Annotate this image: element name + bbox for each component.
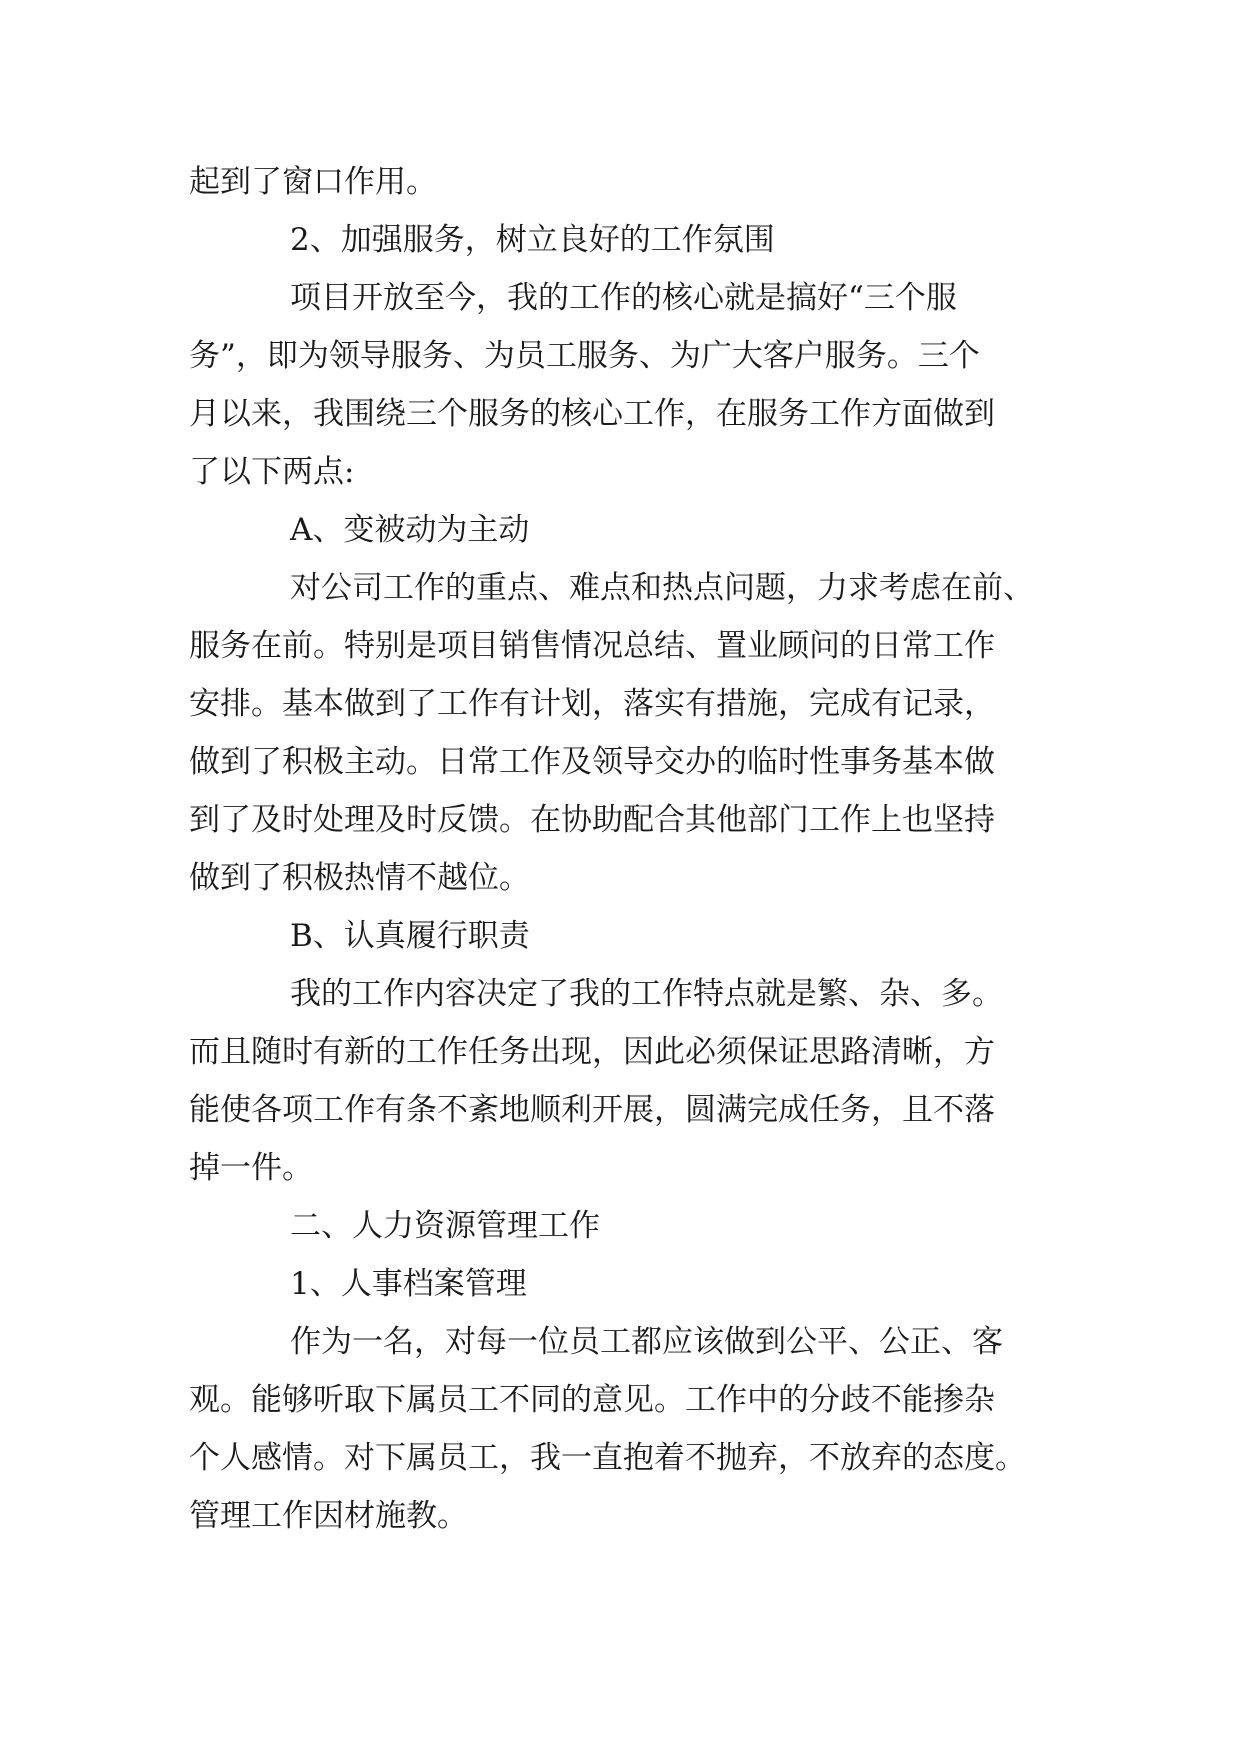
text-line: 作为一名，对每一位员工都应该做到公平、公正、客	[290, 1324, 1003, 1360]
text-line: 掉一件。	[189, 1150, 313, 1186]
text-line: 而且随时有新的工作任务出现，因此必须保证思路清晰，方	[189, 1034, 995, 1070]
text-line: 做到了积极热情不越位。	[189, 860, 530, 896]
section-heading: A、变被动为主动	[290, 512, 530, 548]
section-heading: 2、加强服务，树立良好的工作氛围	[290, 222, 775, 258]
text-line: 管理工作因材施教。	[189, 1498, 468, 1534]
text-line: 个人感情。对下属员工，我一直抱着不抛弃，不放弃的态度。	[189, 1440, 1026, 1476]
text-line: 安排。基本做到了工作有计划，落实有措施，完成有记录，	[189, 686, 995, 722]
document-body	[189, 153, 1059, 1545]
text-line: 月以来，我围绕三个服务的核心工作，在服务工作方面做到	[189, 396, 995, 432]
text-line: 服务在前。特别是项目销售情况总结、置业顾问的日常工作	[189, 628, 995, 664]
text-line: 对公司工作的重点、难点和热点问题，力求考虑在前、	[290, 570, 1034, 606]
text-line: 了以下两点:	[189, 454, 355, 490]
section-heading: B、认真履行职责	[290, 918, 530, 954]
text-line: 起到了窗口作用。	[189, 164, 437, 200]
section-heading: 二、人力资源管理工作	[290, 1208, 600, 1244]
text-line: 观。能够听取下属员工不同的意见。工作中的分歧不能掺杂	[189, 1382, 995, 1418]
text-line: 务”，即为领导服务、为员工服务、为广大客户服务。三个	[189, 338, 980, 374]
text-line: 做到了积极主动。日常工作及领导交办的临时性事务基本做	[189, 744, 995, 780]
text-line: 到了及时处理及时反馈。在协助配合其他部门工作上也坚持	[189, 802, 995, 838]
text-line: 我的工作内容决定了我的工作特点就是繁、杂、多。	[290, 976, 1003, 1012]
section-heading: 1、人事档案管理	[290, 1266, 527, 1302]
text-line: 能使各项工作有条不紊地顺利开展，圆满完成任务，且不落	[189, 1092, 995, 1128]
text-line: 项目开放至今，我的工作的核心就是搞好“三个服	[290, 280, 957, 316]
